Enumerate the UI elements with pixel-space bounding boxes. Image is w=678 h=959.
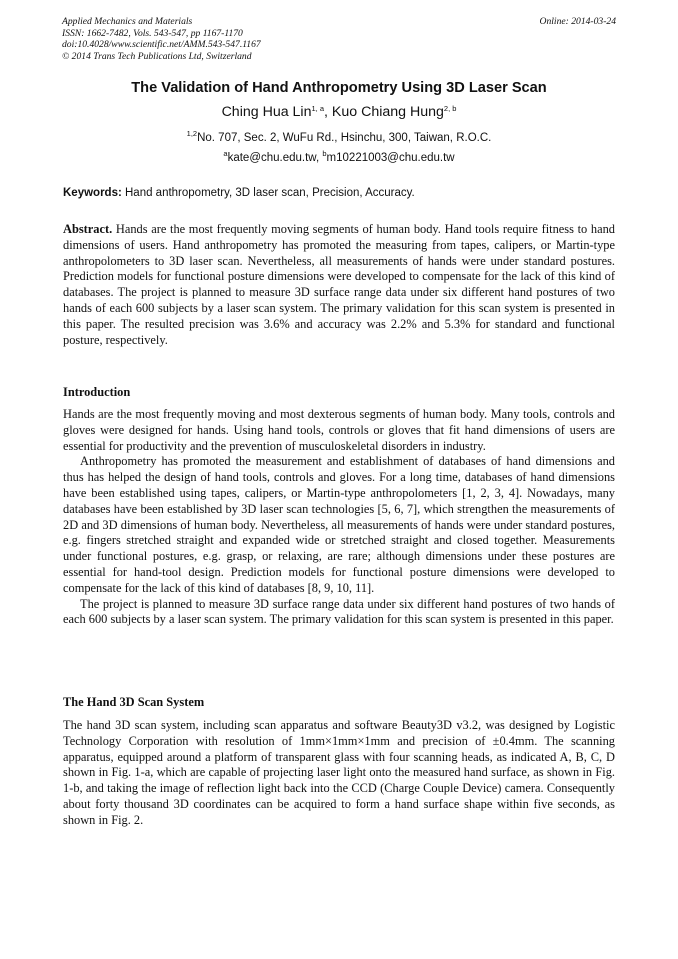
author-superscript: 1, a [311, 104, 324, 113]
paper-title: The Validation of Hand Anthropometry Using 3D Laser Scan [131, 80, 547, 96]
section-heading: The Hand 3D Scan System [63, 695, 205, 709]
journal-name: Applied Mechanics and Materials [62, 16, 193, 27]
email-superscript: b [322, 149, 327, 158]
author-line [0, 104, 678, 120]
scan-system-body [63, 718, 615, 829]
paragraph: Hands are the most frequently moving and most dexterous segments of human body. Many tools, controls and gloves were designed for hands. Using hand tools, controls or gloves that fit hand dimensions of users are essential for productivity and the prevention of musculoskeletal disorders in industry. [63, 407, 615, 453]
author-name: Ching Hua Lin [221, 104, 312, 120]
introduction-body [63, 407, 615, 628]
online-date: Online: 2014-03-24 [539, 16, 616, 27]
email-line [0, 149, 678, 164]
keywords-text: Hand anthropometry, 3D laser scan, Precision, Accuracy. [121, 187, 415, 199]
paragraph: The project is planned to measure 3D surface range data under six different hand postures of two hands of each 600 subjects by a laser scan system. The primary validation for this scan system is presented in this paper. [63, 596, 615, 627]
abstract-label: Abstract. [63, 222, 113, 236]
email-superscript: a [223, 149, 228, 158]
keywords-label: Keywords: [63, 187, 122, 199]
copyright-line: © 2014 Trans Tech Publications Ltd, Switzerland [62, 50, 252, 62]
abstract [63, 222, 615, 348]
abstract-text: Hands are the most frequently moving segments of human body. Hand tools require fitness to hand dimensions of users. Hand anthropometry has promoted the measuring from tapes, calipers, or Martin-type anthropolometers to 3D laser scan. Nevertheless, all measurements of hands were under standard postures. Prediction models for functional posture dimensions were developed to compensate for the lack of this kind of databases. The project is planned to measure 3D surface range data under six different hand postures of two hands of each 600 subjects by a laser scan system. The primary validation for this scan system is presented in this paper. The resulted precision was 3.6% and accuracy was 2.2% and 5.3% for standard and functional posture, respectively. [63, 222, 615, 347]
issn-line: ISSN: 1662-7482, Vols. 543-547, pp 1167-1170 [62, 27, 243, 39]
paragraph: Anthropometry has promoted the measurement and establishment of databases of hand dimensions and thus has helped the design of hand tools, controls and gloves. For a long time, databases of hand dimensions have been established using tapes, calipers, or Martin-type anthropolometers [1, 2, 3, 4]. Nowadays, many databases have been established by 3D laser scan technologies [5, 6, 7], which strengthen the measurements of 2D and 3D dimensions of human body. Nevertheless, all measurements of hands were under standard postures, e.g. fingers stretched straight and expanded wide or stretched straight and closed together. Measurements under functional postures, e.g. grasp, or relaxing, are rare; although dimensions under these postures are essential for hand-tool design. Prediction models for functional posture dimensions were developed to compensate for the lack of this kind of databases [8, 9, 10, 11]. [63, 454, 615, 595]
affiliation [0, 129, 678, 144]
author-name: Kuo Chiang Hung [331, 104, 444, 120]
affiliation-address: No. 707, Sec. 2, WuFu Rd., Hsinchu, 300, Taiwan, R.O.C. [197, 132, 492, 144]
publication-info [62, 16, 261, 62]
section-heading: Introduction [63, 385, 131, 399]
affiliation-superscript: 1,2 [186, 129, 198, 138]
email-address: kate@chu.edu.tw, [227, 152, 323, 164]
author-separator: , [324, 104, 332, 120]
email-address: m10221003@chu.edu.tw [326, 152, 455, 164]
paragraph: The hand 3D scan system, including scan apparatus and software Beauty3D v3.2, was designed by Logistic Technology Corporation with resolution of 1mm×1mm×1mm and precision of ±0.4mm. The scanning apparatus, equipped around a platform of transparent glass with four scanning heads, as indicated A, B, C, D shown in Fig. 1-a, which are capable of projecting laser light onto the measured hand surface, as shown in Fig. 1-b, and taking the image of reflection light back into the CCD (Charge Couple Device) camera. Consequently about forty thousand 3D coordinates can be acquired to form a hand surface shape within five seconds, as shown in Fig. 2. [63, 718, 615, 827]
author-superscript: 2, b [443, 104, 457, 113]
keywords [63, 187, 615, 199]
doi-line: doi:10.4028/www.scientific.net/AMM.543-547.1167 [62, 39, 261, 50]
